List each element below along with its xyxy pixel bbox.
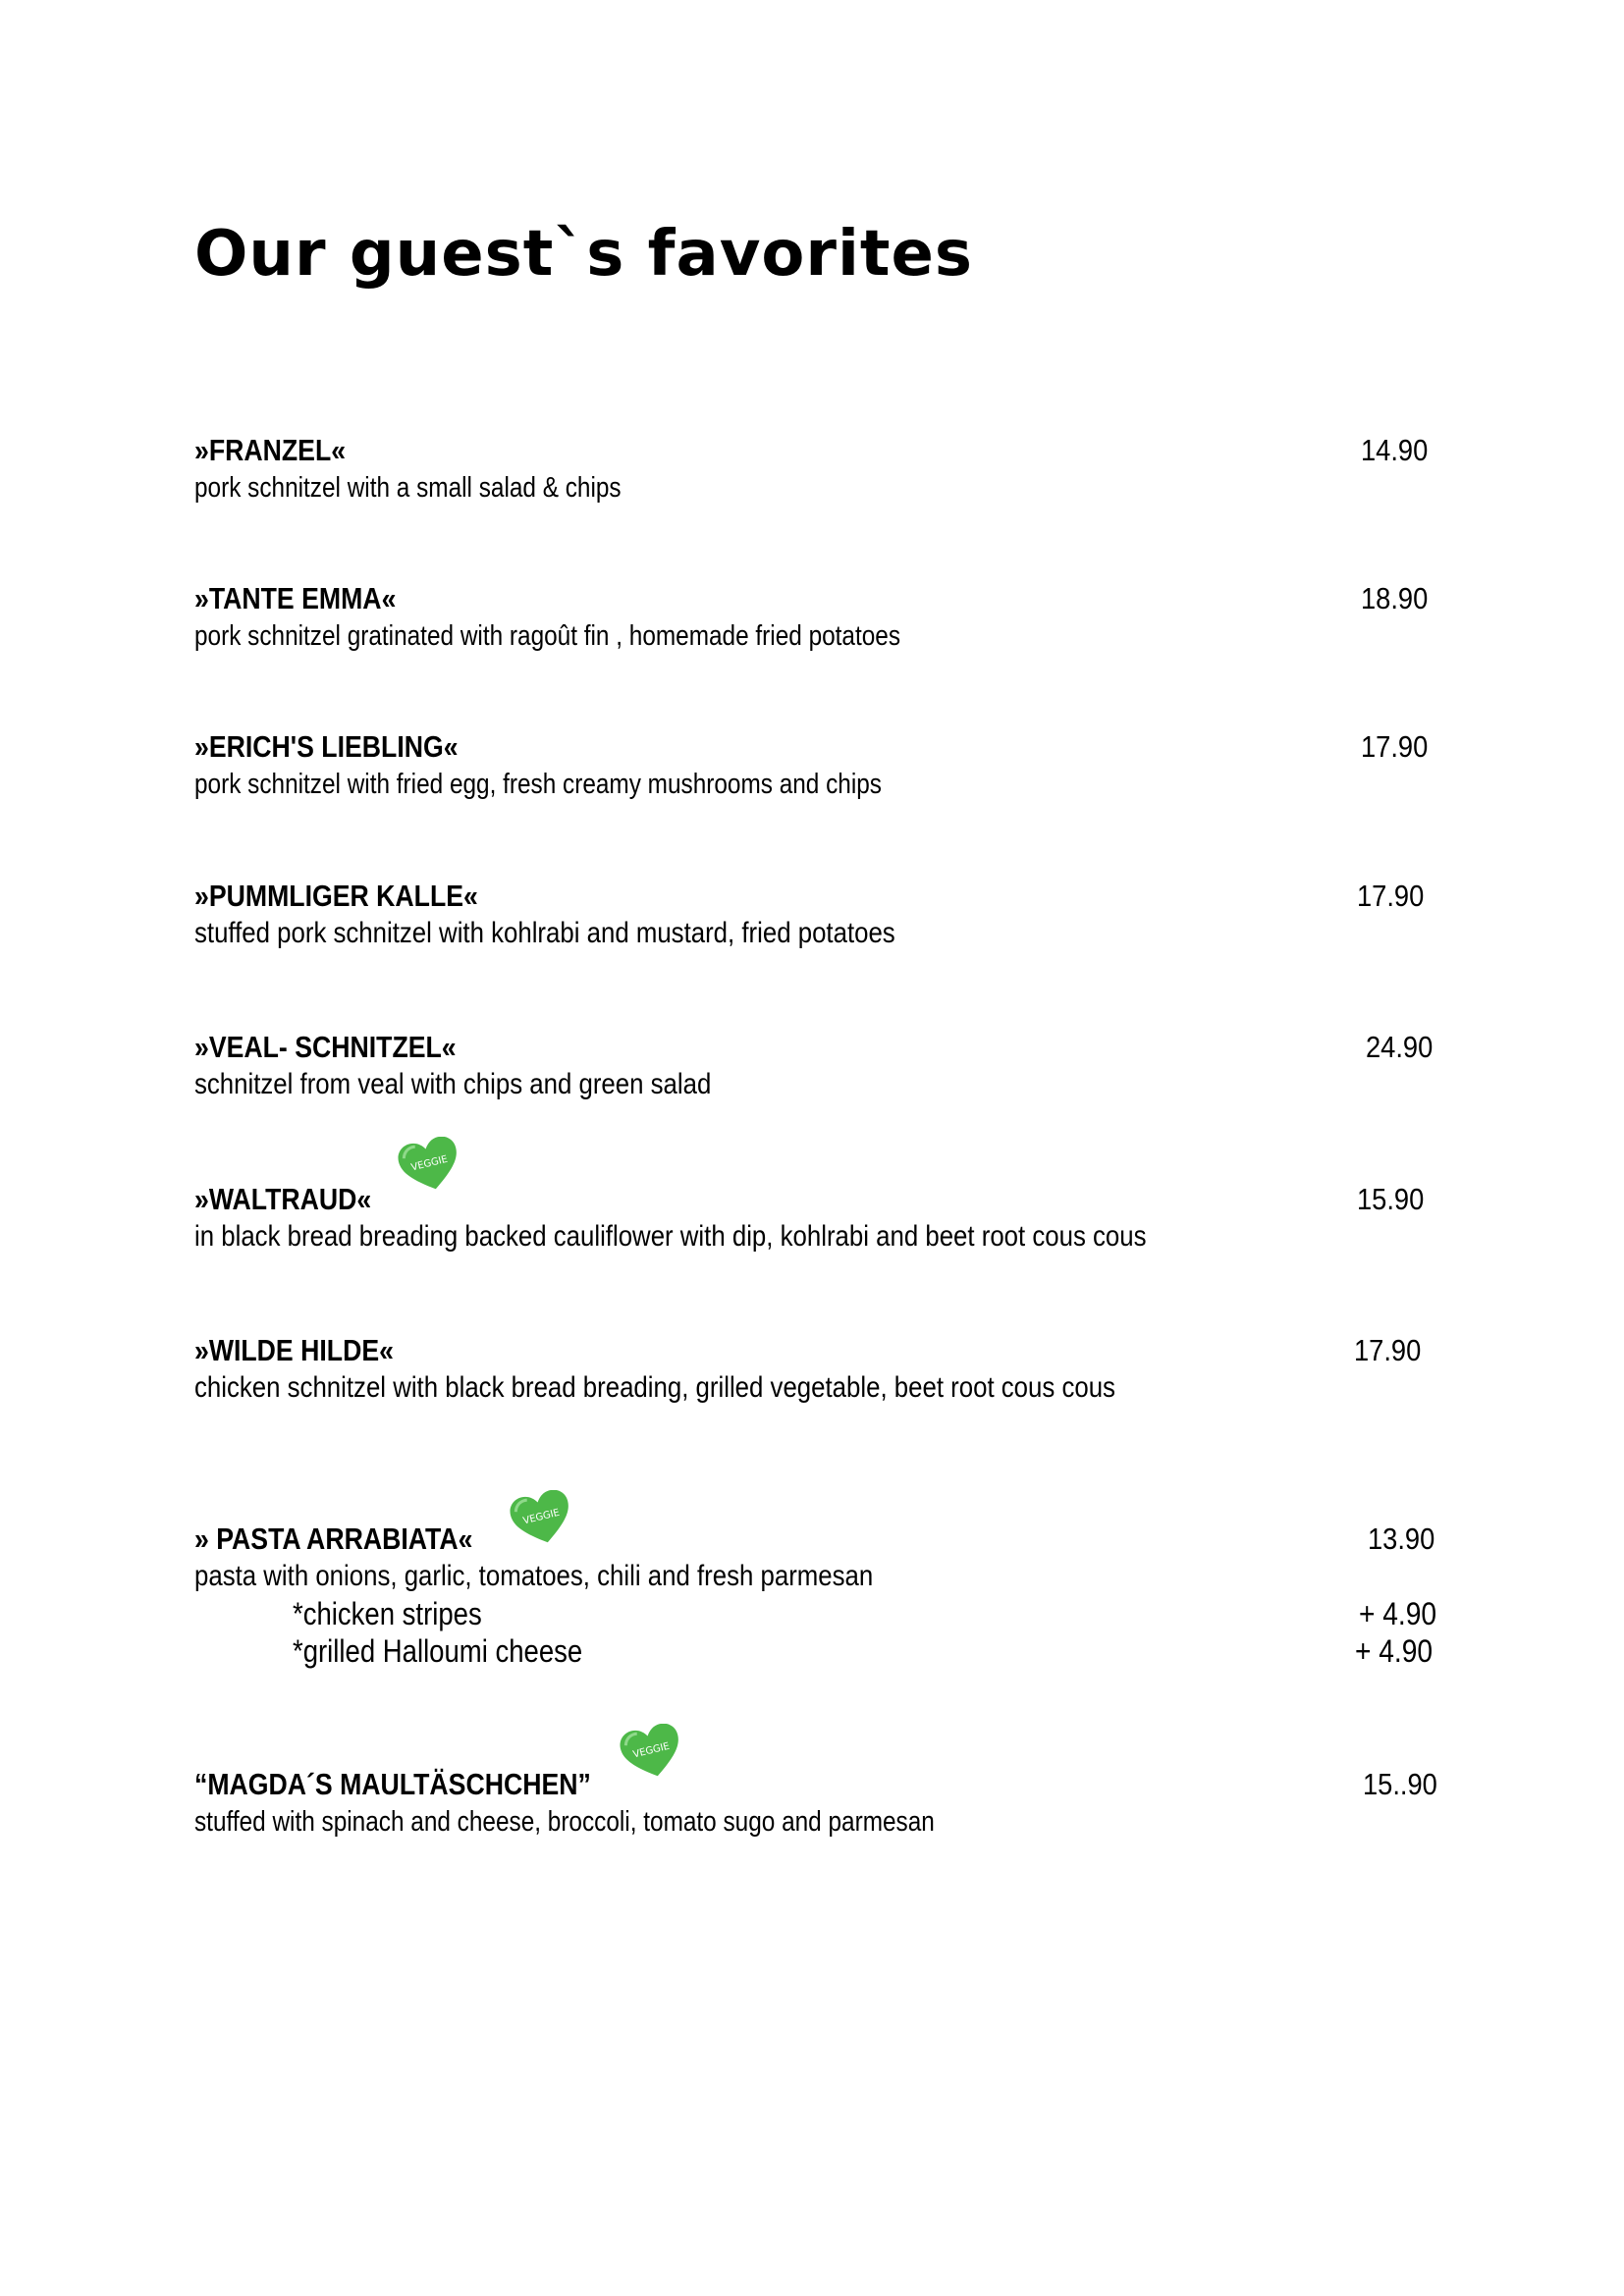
dish-price: 17.90 xyxy=(1361,729,1429,764)
veggie-heart-icon xyxy=(397,1137,463,1196)
dish-price: 14.90 xyxy=(1361,433,1429,467)
veggie-heart-icon xyxy=(397,1137,463,1196)
dish-name: »WILDE HILDE« xyxy=(194,1333,394,1367)
dish-price: 15.90 xyxy=(1357,1182,1425,1216)
dish-description: pork schnitzel with a small salad & chips xyxy=(194,472,622,504)
dish-price: 17.90 xyxy=(1354,1333,1422,1367)
menu-item xyxy=(194,432,1451,507)
menu-item xyxy=(194,878,1451,952)
menu-item xyxy=(194,1181,1451,1255)
dish-description: pasta with onions, garlic, tomatoes, chili and fresh parmesan xyxy=(194,1560,874,1592)
menu-item xyxy=(194,728,1451,803)
dish-price: 24.90 xyxy=(1366,1030,1434,1064)
dish-name: »PUMMLIGER KALLE« xyxy=(194,879,478,913)
dish-price: 18.90 xyxy=(1361,581,1429,615)
extra-option xyxy=(194,1595,1451,1632)
veggie-heart-icon xyxy=(509,1490,575,1549)
menu-item xyxy=(194,1029,1451,1103)
dish-price: 15..90 xyxy=(1363,1767,1437,1801)
dish-description: pork schnitzel with fried egg, fresh creamy mushrooms and chips xyxy=(194,769,882,800)
menu-item xyxy=(194,580,1451,655)
dish-name: » PASTA ARRABIATA« xyxy=(194,1522,473,1556)
dish-description: chicken schnitzel with black bread breading, grilled vegetable, beet root cous cous xyxy=(194,1371,1115,1404)
dish-name: »ERICH'S LIEBLING« xyxy=(194,729,459,764)
veggie-heart-icon xyxy=(619,1724,685,1783)
extra-price: + 4.90 xyxy=(1355,1633,1434,1669)
veggie-badge-text: VEGGIE xyxy=(409,1153,450,1174)
dish-description: schnitzel from veal with chips and green salad xyxy=(194,1068,712,1100)
extra-label: *chicken stripes xyxy=(293,1596,482,1631)
dish-description: in black bread breading backed cauliflower with dip, kohlrabi and beet root cous cous xyxy=(194,1220,1147,1253)
menu-item xyxy=(194,1766,1451,1841)
dish-name: »WALTRAUD« xyxy=(194,1182,372,1216)
dish-description: stuffed pork schnitzel with kohlrabi and mustard, fried potatoes xyxy=(194,917,895,949)
dish-name: “MAGDA´S MAULTÄSCHCHEN” xyxy=(194,1767,591,1801)
menu-item xyxy=(194,1521,1451,1670)
veggie-heart-icon xyxy=(509,1490,575,1549)
page-title: Our guest`s favorites xyxy=(194,218,973,291)
extra-label: *grilled Halloumi cheese xyxy=(293,1633,583,1669)
dish-name: »TANTE EMMA« xyxy=(194,581,397,615)
veggie-badge-text: VEGGIE xyxy=(521,1507,562,1527)
dish-price: 13.90 xyxy=(1368,1522,1435,1556)
dish-name: »VEAL- SCHNITZEL« xyxy=(194,1030,457,1064)
veggie-heart-icon xyxy=(619,1724,685,1783)
menu-item xyxy=(194,1332,1451,1407)
veggie-badge-text: VEGGIE xyxy=(631,1740,672,1761)
dish-description: stuffed with spinach and cheese, broccoli, tomato sugo and parmesan xyxy=(194,1806,935,1838)
extra-price: + 4.90 xyxy=(1359,1596,1437,1631)
dish-price: 17.90 xyxy=(1357,879,1425,913)
dish-description: pork schnitzel gratinated with ragoût fin , homemade fried potatoes xyxy=(194,620,901,652)
dish-name: »FRANZEL« xyxy=(194,433,347,467)
extra-option xyxy=(194,1632,1451,1670)
